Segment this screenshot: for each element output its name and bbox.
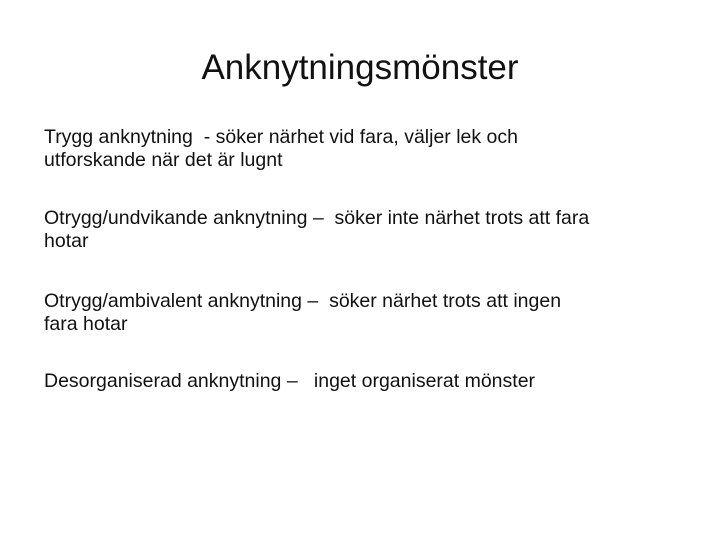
- list-item-desorganiserad: Desorganiserad anknytning – inget organiserat mönster: [44, 370, 536, 392]
- list-item-trygg: Trygg anknytning - söker närhet vid fara, väljer lek och utforskande när det är lugnt: [44, 126, 518, 171]
- list-item-otrygg-ambivalent: Otrygg/ambivalent anknytning – söker närhet trots att ingen fara hotar: [44, 290, 562, 335]
- slide-title: Anknytningsmönster: [201, 48, 519, 87]
- list-item-otrygg-undvikande: Otrygg/undvikande anknytning – söker inte närhet trots att fara hotar: [44, 207, 590, 252]
